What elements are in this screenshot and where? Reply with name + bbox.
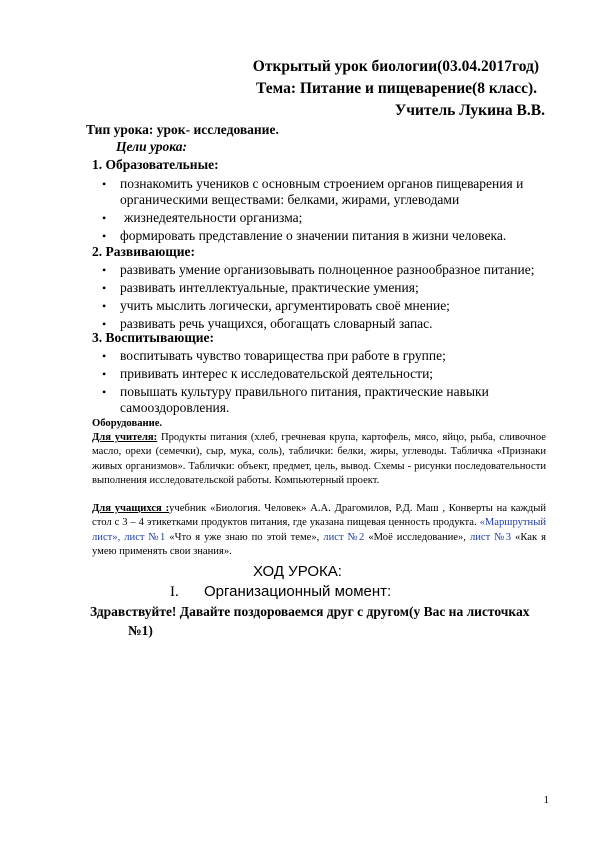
section-upbringing-title: 3. Воспитывающие: (92, 330, 214, 345)
developing-list (98, 262, 548, 334)
list-item-continuation: • жизнедеятельности организма; (98, 210, 548, 226)
route-sheet-link[interactable]: «Маршрутный лист», лист №1 (92, 517, 546, 543)
org-moment-number: I. (170, 584, 179, 600)
educational-list (98, 176, 548, 246)
section-educational-title: 1. Образовательные: (92, 157, 219, 172)
list-item: • формировать представление о значении питания в жизни человека. (98, 228, 548, 244)
sheet2-link[interactable]: лист №2 (323, 531, 365, 543)
header-title: Открытый урок биологии(03.04.2017год) (252, 58, 539, 75)
org-moment-title: Организационный момент: (204, 583, 392, 600)
lesson-flow-title: ХОД УРОКА: (253, 563, 342, 580)
list-item: • познакомить учеников с основным строением органов пищеварения и органическими веществами: белками, жирами, углеводами (98, 176, 548, 208)
equipment-teacher (92, 431, 546, 488)
greeting-line2: №1) (128, 623, 153, 638)
org-moment (170, 583, 391, 601)
list-item: • развивать умение организовывать полноценное разнообразное питание; (98, 262, 548, 278)
list-item: • повышать культуру правильного питания, практические навыки самооздоровления. (98, 384, 548, 416)
list-item: • учить мыслить логически, аргументировать своё мнение; (98, 298, 548, 314)
list-item: • развивать речь учащихся, обогащать словарный запас. (98, 316, 548, 332)
list-item: • прививать интерес к исследовательской деятельности; (98, 366, 548, 382)
lesson-type: Тип урока: урок- исследование. (86, 122, 279, 137)
student-label: Для учащихся : (92, 503, 170, 514)
sheet3-link[interactable]: лист №3 (469, 531, 512, 543)
teacher-text: Продукты питания (хлеб, гречневая крупа, картофель, мясо, яйцо, рыба, сливочное масло, орехи (семечки), сыр, мука, соль), таблички: белки, жиры, углеводы. Табличка «Признаки живых организмов». Таблички: объект, предмет, цель, вывод. Схемы - рисунки последовательности выполнения исследовательской работы. Компьютерный проект. (92, 432, 546, 486)
greeting-line1: Здравствуйте! Давайте поздороваемся друг с другом(у Вас на листочках (90, 604, 530, 619)
equipment-students: Для учащихся :учебник «Биология. Человек» А.А. Драгомилов, Р.Д. Маш , Конверты на каждый стол с 3 – 4 этикетками продуктов питания, где указана пищевая ценность продукта. «Маршрутный лист», лист №1 «Что я уже знаю по этой теме», лист №2 «Моё исследование», лист №3 «Как я умею применять свои знания». (92, 503, 546, 557)
page-number: 1 (543, 794, 549, 806)
header-teacher: Учитель Лукина В.В. (394, 102, 545, 119)
section-developing-title: 2. Развивающие: (92, 244, 196, 259)
list-item: • развивать интеллектуальные, практические умения; (98, 280, 548, 296)
list-item: • воспитывать чувство товарищества при работе в группе; (98, 348, 548, 364)
equipment-title: Оборудование. (92, 418, 163, 429)
greeting (90, 602, 550, 640)
goals-title: Цели урока: (116, 139, 188, 154)
header-topic: Тема: Питание и пищеварение(8 класс). (256, 80, 537, 97)
teacher-label: Для учителя: (92, 432, 158, 443)
upbringing-list (98, 348, 548, 418)
